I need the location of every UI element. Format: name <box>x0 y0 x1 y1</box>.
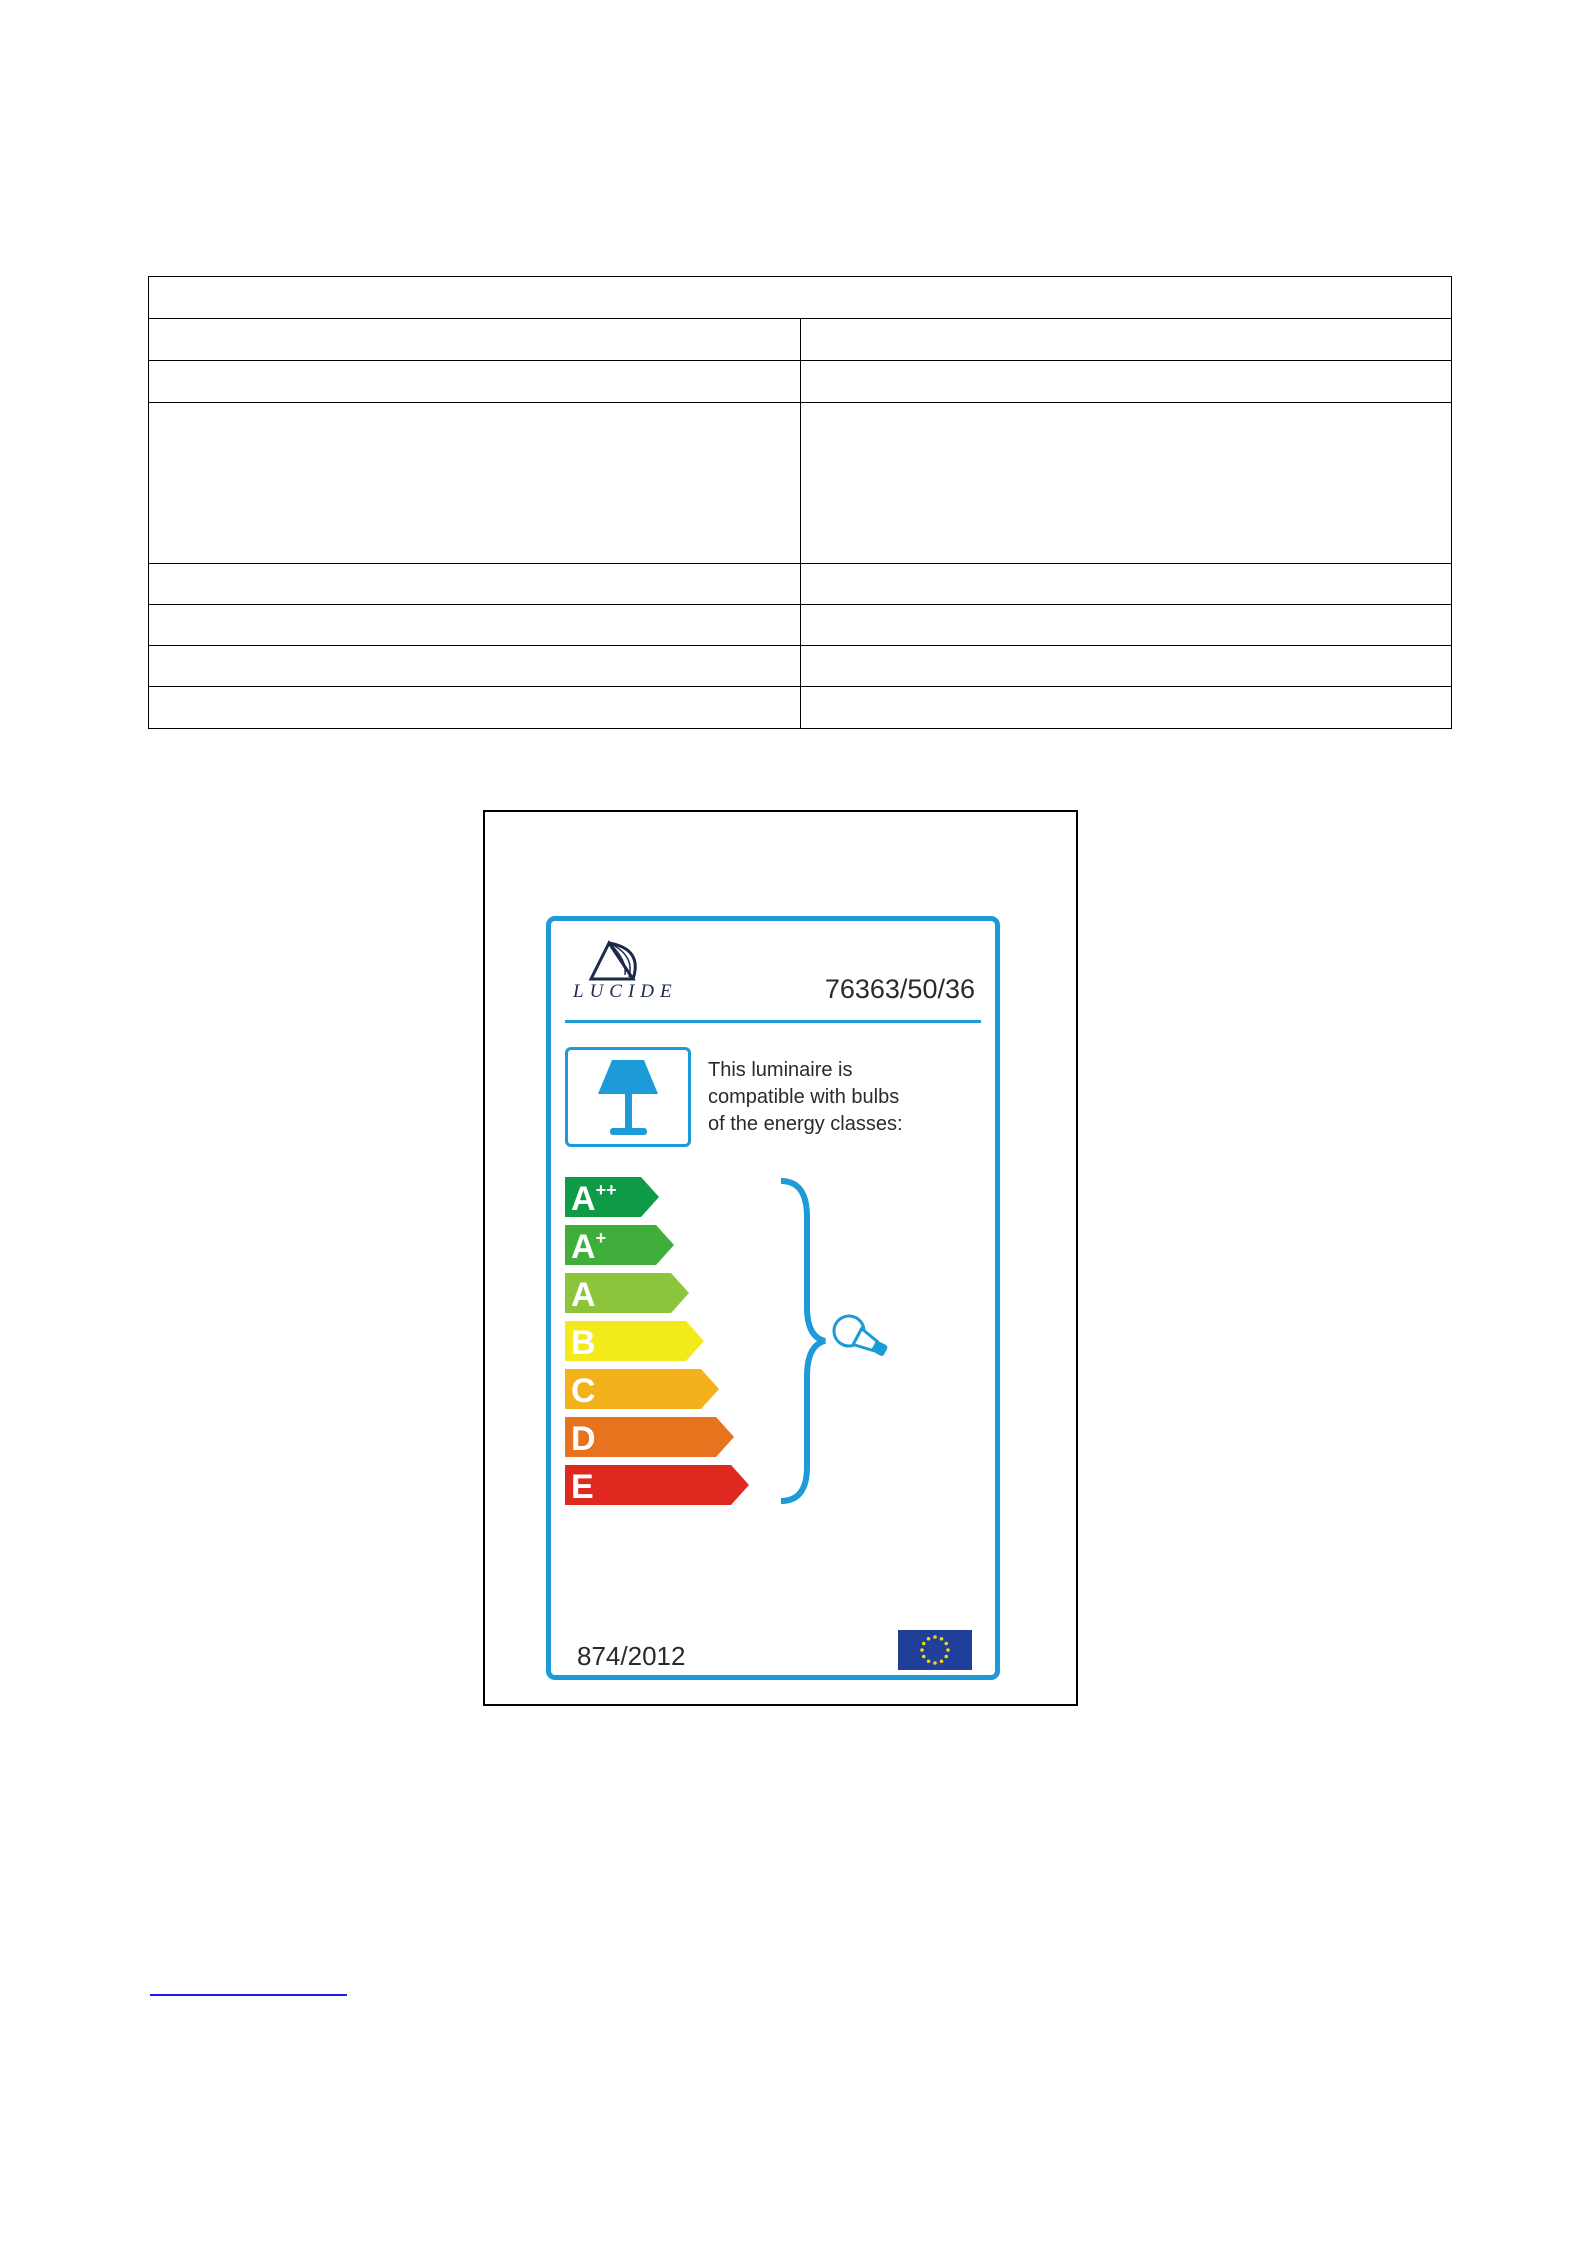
spec-table-cell <box>149 361 801 403</box>
energy-class-arrow <box>565 1417 734 1458</box>
header-divider <box>565 1020 981 1023</box>
energy-class-arrow <box>565 1321 704 1362</box>
energy-label-image <box>483 810 1078 1706</box>
bracket-and-bulb <box>771 1177 971 1507</box>
spec-table-cell <box>149 605 801 646</box>
spec-table-cell <box>800 605 1452 646</box>
spec-table-cell <box>800 361 1452 403</box>
eu-star <box>944 1655 948 1659</box>
compatibility-line: This luminaire is <box>708 1059 853 1081</box>
light-bulb-icon <box>829 1311 893 1364</box>
compatibility-line: compatible with bulbs <box>708 1086 900 1108</box>
table-lamp-icon <box>568 1050 688 1144</box>
energy-class-letter: A++ <box>571 1180 617 1218</box>
spec-table-cell <box>800 319 1452 361</box>
energy-label-card <box>546 916 1000 1680</box>
spec-table <box>148 276 1452 729</box>
energy-class-letter: C <box>571 1372 596 1410</box>
eu-star <box>927 1659 931 1663</box>
energy-class-arrow <box>565 1225 674 1266</box>
energy-class-letter: D <box>571 1420 596 1458</box>
compatibility-text <box>708 1057 978 1138</box>
compatibility-line: of the energy classes: <box>708 1113 903 1135</box>
eu-star <box>944 1642 948 1646</box>
eu-star <box>946 1648 950 1652</box>
eu-star <box>933 1635 937 1639</box>
energy-class-arrow <box>565 1369 719 1410</box>
spec-table-cell <box>149 646 801 687</box>
spec-table-cell <box>800 564 1452 605</box>
energy-class-arrow <box>565 1273 689 1314</box>
spec-table-cell <box>149 403 801 564</box>
eu-star <box>940 1637 944 1641</box>
lucide-logo-icon <box>585 939 647 983</box>
eu-star <box>927 1637 931 1641</box>
spec-table-cell <box>149 687 801 729</box>
eu-star <box>940 1659 944 1663</box>
curly-brace-icon <box>781 1181 825 1501</box>
eu-star <box>922 1655 926 1659</box>
article-number: 76363/50/36 <box>824 974 975 1004</box>
energy-class-letter: E <box>571 1468 594 1506</box>
energy-class-arrow <box>565 1465 749 1506</box>
brand-name: LUCIDE <box>573 981 678 1002</box>
footer-link[interactable] <box>150 1970 347 1996</box>
energy-class-letter: A+ <box>571 1228 607 1266</box>
spec-table-cell <box>800 646 1452 687</box>
spec-table-header-cell <box>149 277 1452 319</box>
spec-table-cell <box>800 403 1452 564</box>
energy-class-arrow <box>565 1177 659 1218</box>
spec-table-cell <box>149 319 801 361</box>
energy-class-letter: B <box>571 1324 596 1362</box>
eu-star <box>922 1642 926 1646</box>
eu-flag-icon <box>898 1630 972 1670</box>
eu-star <box>920 1648 924 1652</box>
spec-table-cell <box>800 687 1452 729</box>
energy-class-letter: A <box>571 1276 596 1314</box>
spec-table-cell <box>149 564 801 605</box>
eu-star <box>933 1661 937 1665</box>
regulation-number: 874/2012 <box>577 1641 686 1671</box>
lamp-icon-box <box>565 1047 691 1147</box>
